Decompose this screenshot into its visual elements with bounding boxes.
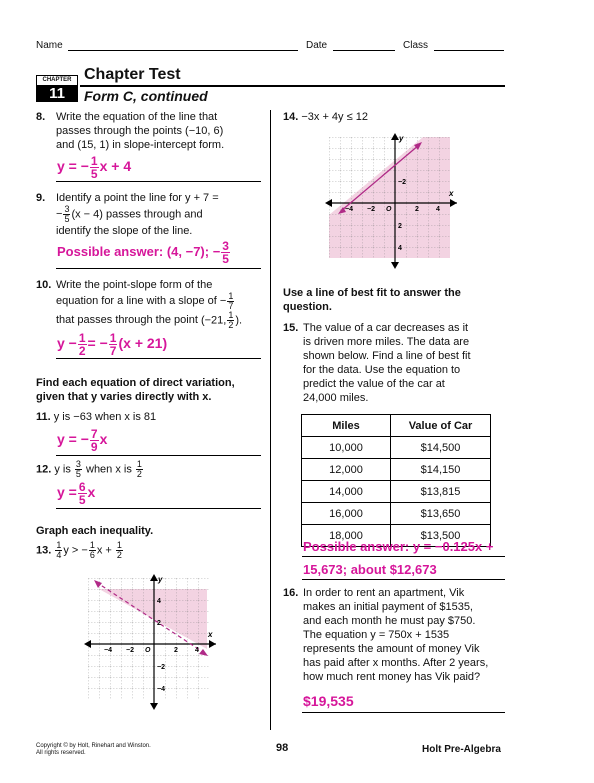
tick-label: −2 — [367, 206, 375, 213]
column-divider — [270, 110, 271, 730]
miles-cell: 10,000 — [302, 437, 391, 459]
section-graph-inequality: Graph each inequality. — [36, 525, 154, 537]
answer-15-rule-1 — [302, 556, 505, 557]
class-label: Class — [403, 40, 429, 51]
tick-label: 4 — [195, 647, 199, 654]
x-arrow-left-icon — [325, 199, 332, 207]
x-arrow-left-icon — [84, 640, 91, 648]
x-axis-label: x — [208, 630, 213, 639]
name-line[interactable] — [68, 50, 298, 51]
origin-label: O — [386, 206, 392, 213]
miles-cell: 18,000 — [302, 525, 391, 547]
car-value-table — [301, 414, 491, 547]
question-15: 15. The value of a car decreases as it is driven more miles. The data are shown below. Find a line of best fit for the data. Use the equation to predict the value of the car at 24,000 miles. — [283, 322, 471, 404]
value-cell: $13,650 — [391, 503, 491, 525]
column-header-miles: Miles — [302, 415, 391, 437]
table-row — [302, 459, 491, 481]
y-arrow-icon — [150, 574, 158, 581]
y-arrow-down-icon — [150, 703, 158, 710]
answer-16: $19,535 — [303, 693, 354, 709]
tick-label: 4 — [157, 598, 161, 605]
tick-label: −2 — [157, 664, 165, 671]
x-axis-label: x — [449, 189, 454, 198]
tick-label: −4 — [104, 647, 112, 654]
tick-label: 2 — [174, 647, 178, 654]
value-cell: $13,815 — [391, 481, 491, 503]
question-12: 12. y is $\frac{3}{5}$ when x is $\frac{1}{2}$ — [36, 459, 142, 479]
book-title: Holt Pre-Algebra — [422, 744, 501, 755]
answer-10-line — [56, 358, 261, 359]
question-16: 16. In order to rent an apartment, Vik makes an initial payment of $1535, and each month he must pay $750. The equation y = 750x + 1535 represents the amount of money Vik has paid after x months. After 2 years, how much rent money has Vik paid? — [283, 587, 489, 683]
tick-label: 2 — [398, 223, 402, 230]
y-axis-label: y — [158, 575, 163, 584]
question-9: 9. Identify a point the line for y + 7 = − $\frac{3}{5}$ (x − 4) passes through and identify the slope of the line. — [36, 192, 219, 237]
value-cell: $14,500 — [391, 437, 491, 459]
answer-11-line — [56, 455, 261, 456]
chapter-tag: CHAPTER — [36, 75, 78, 86]
table-row — [302, 503, 491, 525]
tick-label: 4 — [398, 245, 402, 252]
tick-label: −4 — [345, 206, 353, 213]
y-arrow-icon — [391, 133, 399, 140]
grid — [88, 578, 209, 699]
table-row — [302, 437, 491, 459]
tick-label: 4 — [436, 206, 440, 213]
date-label: Date — [306, 40, 328, 51]
chapter-subtitle: Form C, continued — [84, 88, 208, 104]
y-arrow-down-icon — [391, 262, 399, 269]
page-number: 98 — [276, 742, 289, 754]
answer-8: y = − $\frac{1}{5}$ x + 4 — [57, 154, 132, 181]
table-row — [302, 481, 491, 503]
tick-label: 2 — [157, 620, 161, 627]
title-rule — [80, 85, 505, 87]
question-14: 14. −3x + 4y ≤ 12 — [283, 111, 368, 123]
answer-11: y = − $\frac{7}{9}$ x — [57, 427, 108, 454]
graph-14 — [323, 131, 459, 271]
miles-cell: 12,000 — [302, 459, 391, 481]
chapter-number: 11 — [36, 85, 78, 102]
answer-10: y − $\frac{1}{2}$ = − $\frac{1}{7}$ (x + 21) — [57, 331, 168, 358]
tick-label: −2 — [126, 647, 134, 654]
question-13: 13. $\frac{1}{4}$ y > − $\frac{1}{6}$ x + $\frac{1}{2}$ — [36, 540, 122, 560]
tick-label: 2 — [415, 206, 419, 213]
answer-15-rule-2 — [302, 579, 505, 580]
section-best-fit: Use a line of best fit to answer the question. — [283, 287, 461, 313]
value-cell: $14,150 — [391, 459, 491, 481]
tick-label: −2 — [398, 179, 406, 186]
value-cell: $13,500 — [391, 525, 491, 547]
name-label: Name — [36, 40, 63, 51]
miles-cell: 16,000 — [302, 503, 391, 525]
answer-8-line — [56, 181, 261, 182]
question-8: 8. Write the equation of the line that passes through the points (−10, 6) and (15, 1) in slope-intercept form. — [36, 111, 225, 151]
answer-15-line-2: 15,673; about $12,673 — [303, 562, 437, 577]
chapter-title: Chapter Test — [84, 66, 181, 83]
date-line[interactable] — [333, 50, 395, 51]
x-arrow-icon — [209, 640, 216, 648]
graph-13 — [82, 572, 218, 712]
miles-cell: 14,000 — [302, 481, 391, 503]
section-direct-variation: Find each equation of direct variation, given that y varies directly with x. — [36, 377, 235, 403]
answer-12-line — [56, 508, 261, 509]
copyright: Copyright © by Holt, Rinehart and Winston. All rights reserved. — [36, 743, 151, 756]
table-header-row — [302, 415, 491, 437]
x-arrow-icon — [450, 199, 457, 207]
answer-9-line — [56, 268, 261, 269]
grid — [329, 137, 450, 258]
answer-12: y = $\frac{6}{5}$ x — [57, 480, 96, 507]
column-header-value: Value of Car — [391, 415, 491, 437]
class-line[interactable] — [434, 50, 504, 51]
question-11: 11. y is −63 when x is 81 — [36, 411, 157, 423]
answer-16-line — [302, 712, 505, 713]
origin-label: O — [145, 647, 151, 654]
question-10: 10. Write the point-slope form of the equation for a line with a slope of − $\frac{1}{7}$ that passes through the point (−21, $\frac{1}{2}$ ). — [36, 279, 243, 330]
y-axis-label: y — [399, 134, 404, 143]
tick-label: −4 — [157, 686, 165, 693]
answer-15-line-1: Possible answer: y = −0.125x + — [303, 539, 494, 554]
answer-9: Possible answer: (4, −7); − $\frac{3}{5}$ — [57, 239, 229, 266]
